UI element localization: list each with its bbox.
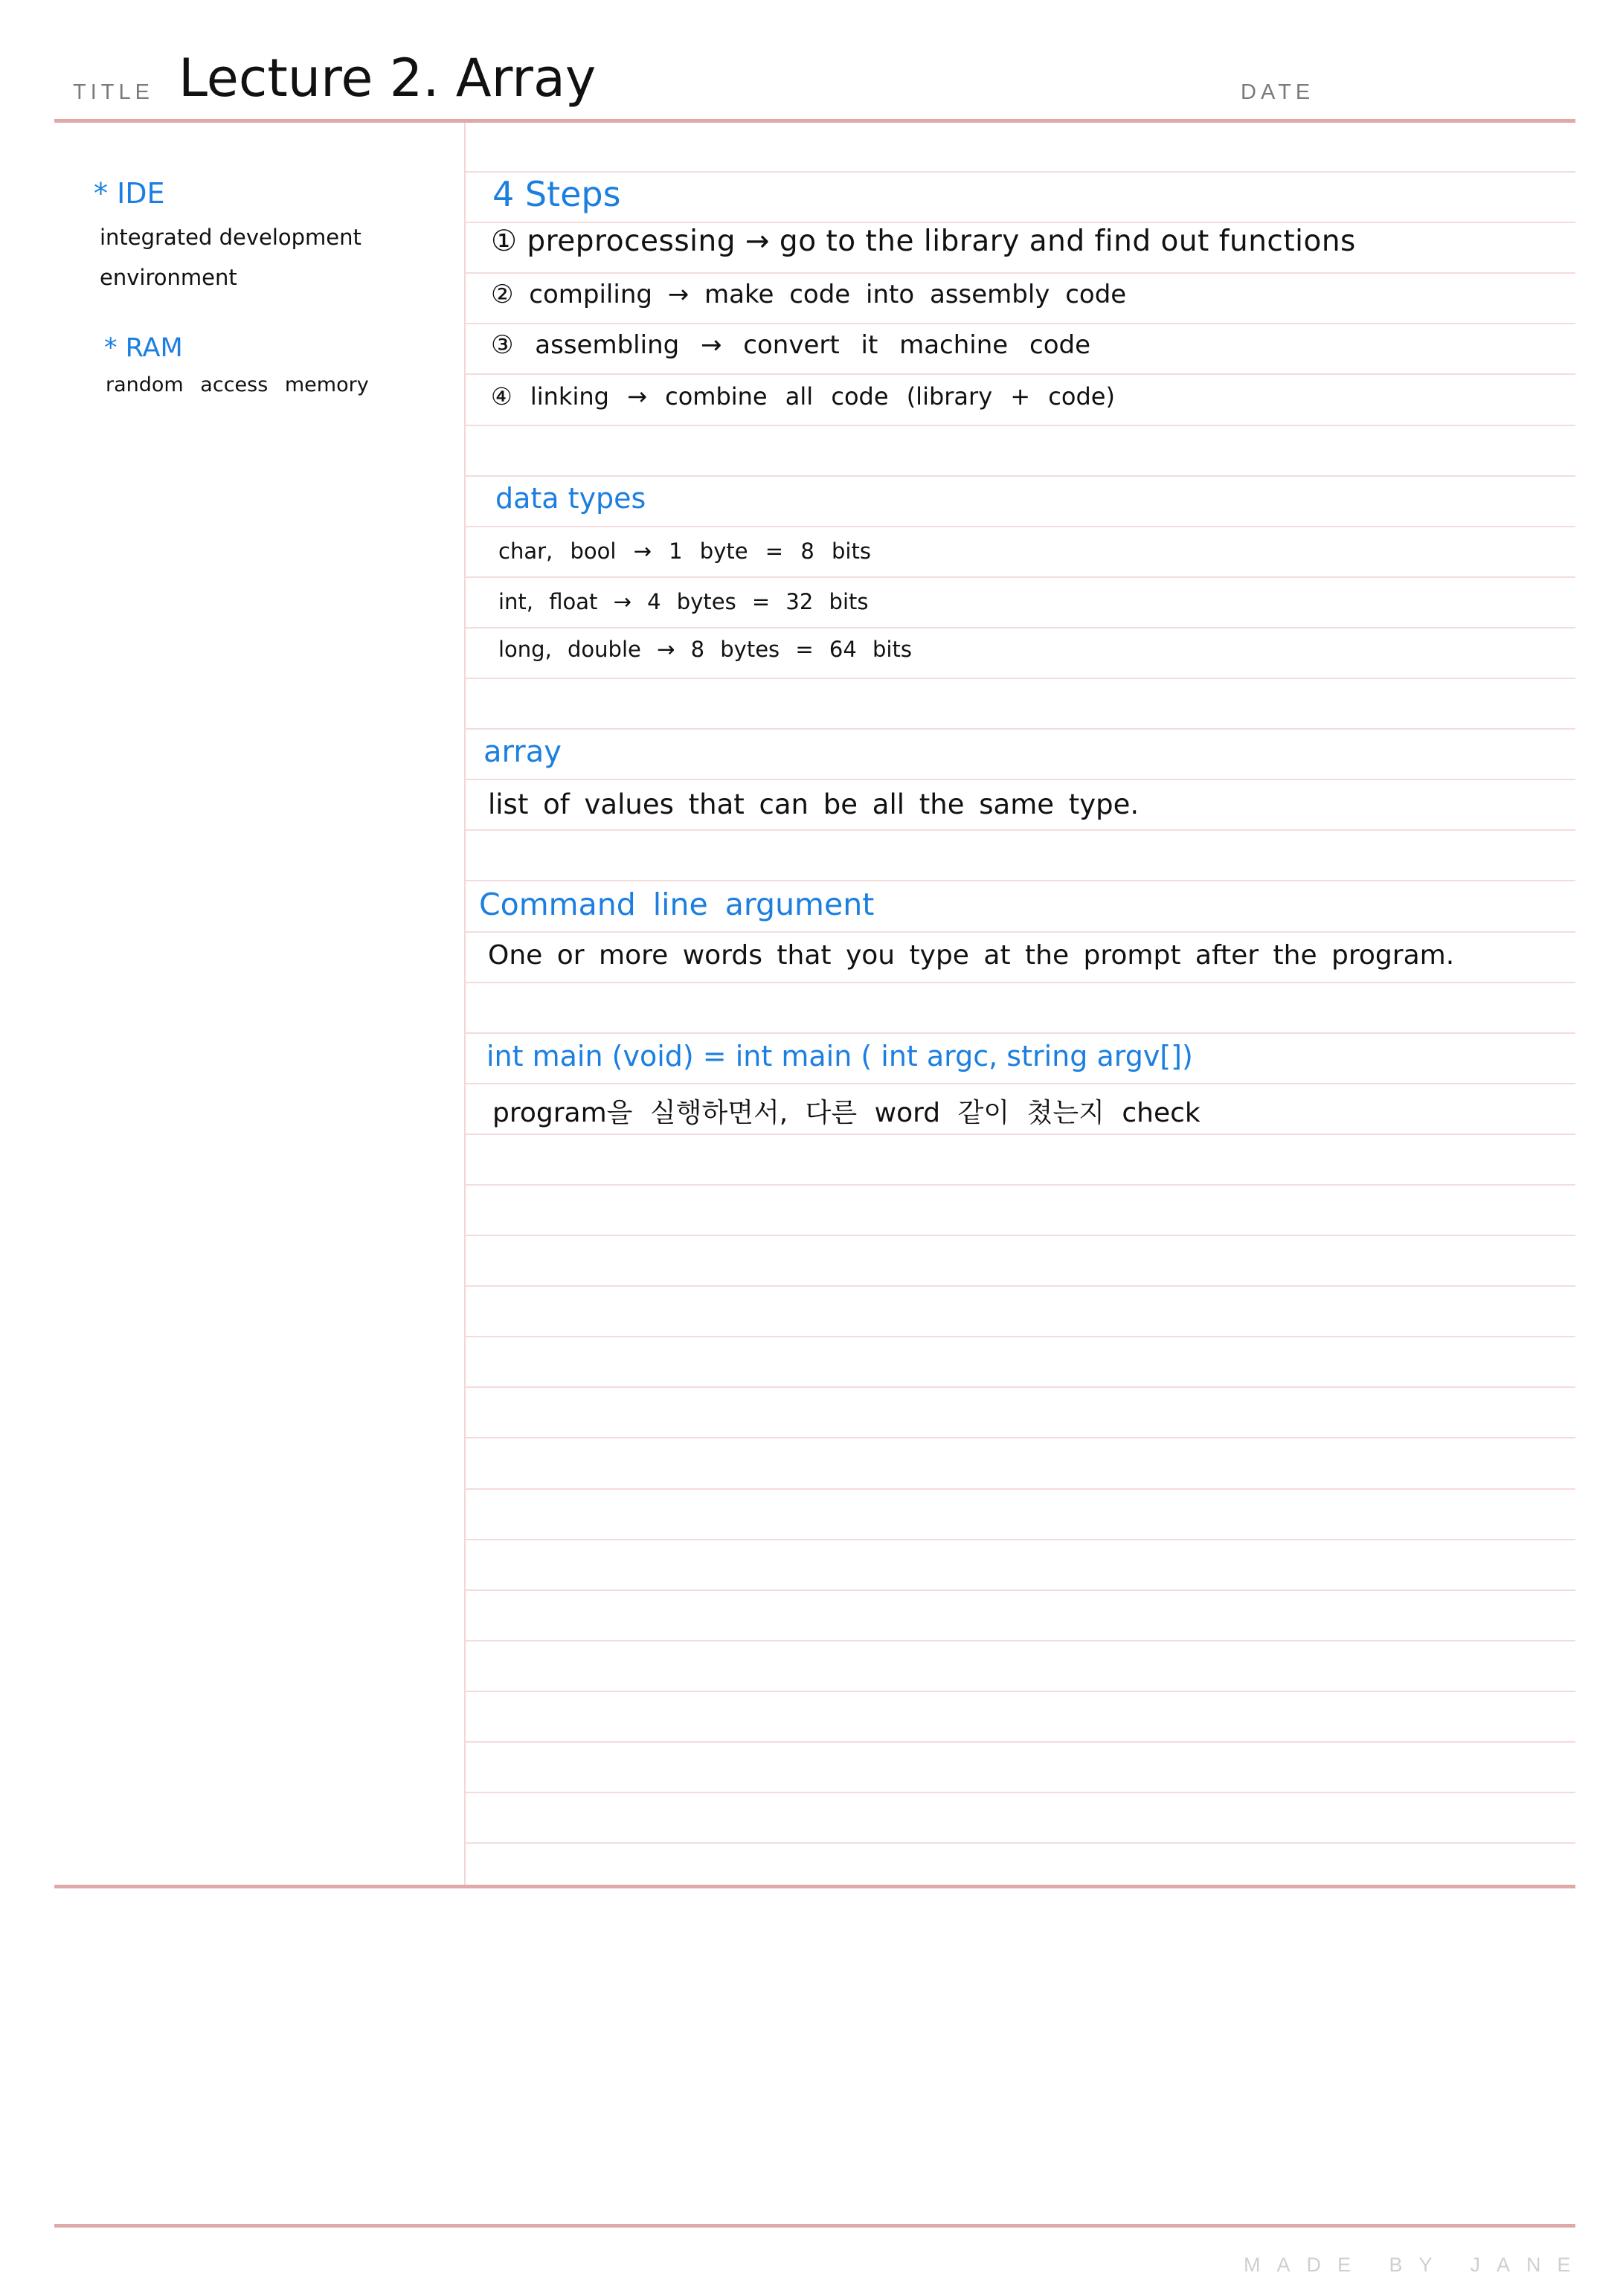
content-bottom-rule bbox=[54, 1885, 1575, 1888]
ruled-line bbox=[466, 982, 1575, 983]
ruled-line bbox=[466, 627, 1575, 628]
ruled-line bbox=[466, 1083, 1575, 1084]
ruled-line bbox=[466, 1691, 1575, 1692]
ruled-line bbox=[466, 1032, 1575, 1034]
ruled-line bbox=[466, 1842, 1575, 1844]
array-heading: array bbox=[483, 735, 562, 769]
ruled-line bbox=[466, 222, 1575, 223]
ruled-line bbox=[466, 1184, 1575, 1186]
step-3: ③ assembling → convert it machine code bbox=[491, 330, 1090, 360]
sidebar-ram-line: random access memory bbox=[106, 373, 369, 396]
command-line-heading: Command line argument bbox=[479, 887, 875, 922]
header-rule bbox=[54, 119, 1575, 123]
steps-heading: 4 Steps bbox=[492, 174, 621, 214]
date-label: DATE bbox=[1241, 80, 1315, 104]
margin-divider bbox=[464, 123, 466, 1885]
array-definition: list of values that can be all the same type. bbox=[488, 788, 1140, 820]
footer-credit: MADE BY JANE bbox=[1244, 2254, 1587, 2276]
ruled-line bbox=[466, 323, 1575, 324]
ruled-line bbox=[466, 931, 1575, 933]
ruled-line bbox=[466, 272, 1575, 274]
ruled-line bbox=[466, 1488, 1575, 1490]
ruled-line bbox=[466, 1336, 1575, 1337]
ruled-line bbox=[466, 1640, 1575, 1641]
main-note: program을 실행하면서, 다른 word 같이 쳤는지 check bbox=[492, 1098, 1201, 1128]
ruled-line bbox=[466, 1792, 1575, 1793]
datatype-long-double: long, double → 8 bytes = 64 bits bbox=[498, 637, 912, 662]
datatype-char-bool: char, bool → 1 byte = 8 bits bbox=[498, 538, 871, 564]
ruled-line bbox=[466, 1539, 1575, 1540]
ruled-line bbox=[466, 678, 1575, 679]
step-2: ② compiling → make code into assembly code bbox=[491, 280, 1127, 309]
sidebar-ide-heading: * IDE bbox=[94, 177, 165, 210]
ruled-line bbox=[466, 829, 1575, 831]
ruled-line bbox=[466, 171, 1575, 173]
ruled-line bbox=[466, 425, 1575, 426]
ruled-line bbox=[466, 1133, 1575, 1135]
ruled-line bbox=[466, 1437, 1575, 1438]
ruled-line bbox=[466, 475, 1575, 477]
datatypes-heading: data types bbox=[495, 482, 646, 515]
ruled-line bbox=[466, 880, 1575, 881]
ruled-line bbox=[466, 1589, 1575, 1591]
sidebar-ide-line1: integrated development bbox=[100, 225, 361, 250]
command-line-definition: One or more words that you type at the prompt after the program. bbox=[488, 940, 1455, 971]
ruled-line bbox=[466, 1386, 1575, 1388]
ruled-line bbox=[466, 373, 1575, 375]
ruled-line bbox=[466, 1285, 1575, 1287]
ruled-line bbox=[466, 1235, 1575, 1236]
ruled-line bbox=[466, 1741, 1575, 1743]
sidebar-ide-line2: environment bbox=[100, 265, 237, 290]
main-signature: int main (void) = int main ( int argc, string argv[]) bbox=[486, 1040, 1193, 1073]
step-4: ④ linking → combine all code (library + code) bbox=[491, 382, 1115, 411]
ruled-line bbox=[466, 576, 1575, 578]
page-title: Lecture 2. Array bbox=[179, 48, 597, 109]
ruled-line bbox=[466, 526, 1575, 527]
datatype-int-float: int, float → 4 bytes = 32 bits bbox=[498, 589, 869, 614]
ruled-line bbox=[466, 779, 1575, 780]
footer-rule bbox=[54, 2224, 1575, 2228]
title-label: TITLE bbox=[73, 80, 154, 104]
ruled-line bbox=[466, 728, 1575, 730]
sidebar-ram-heading: * RAM bbox=[104, 333, 183, 363]
step-1: ① preprocessing → go to the library and find out functions bbox=[491, 225, 1356, 258]
